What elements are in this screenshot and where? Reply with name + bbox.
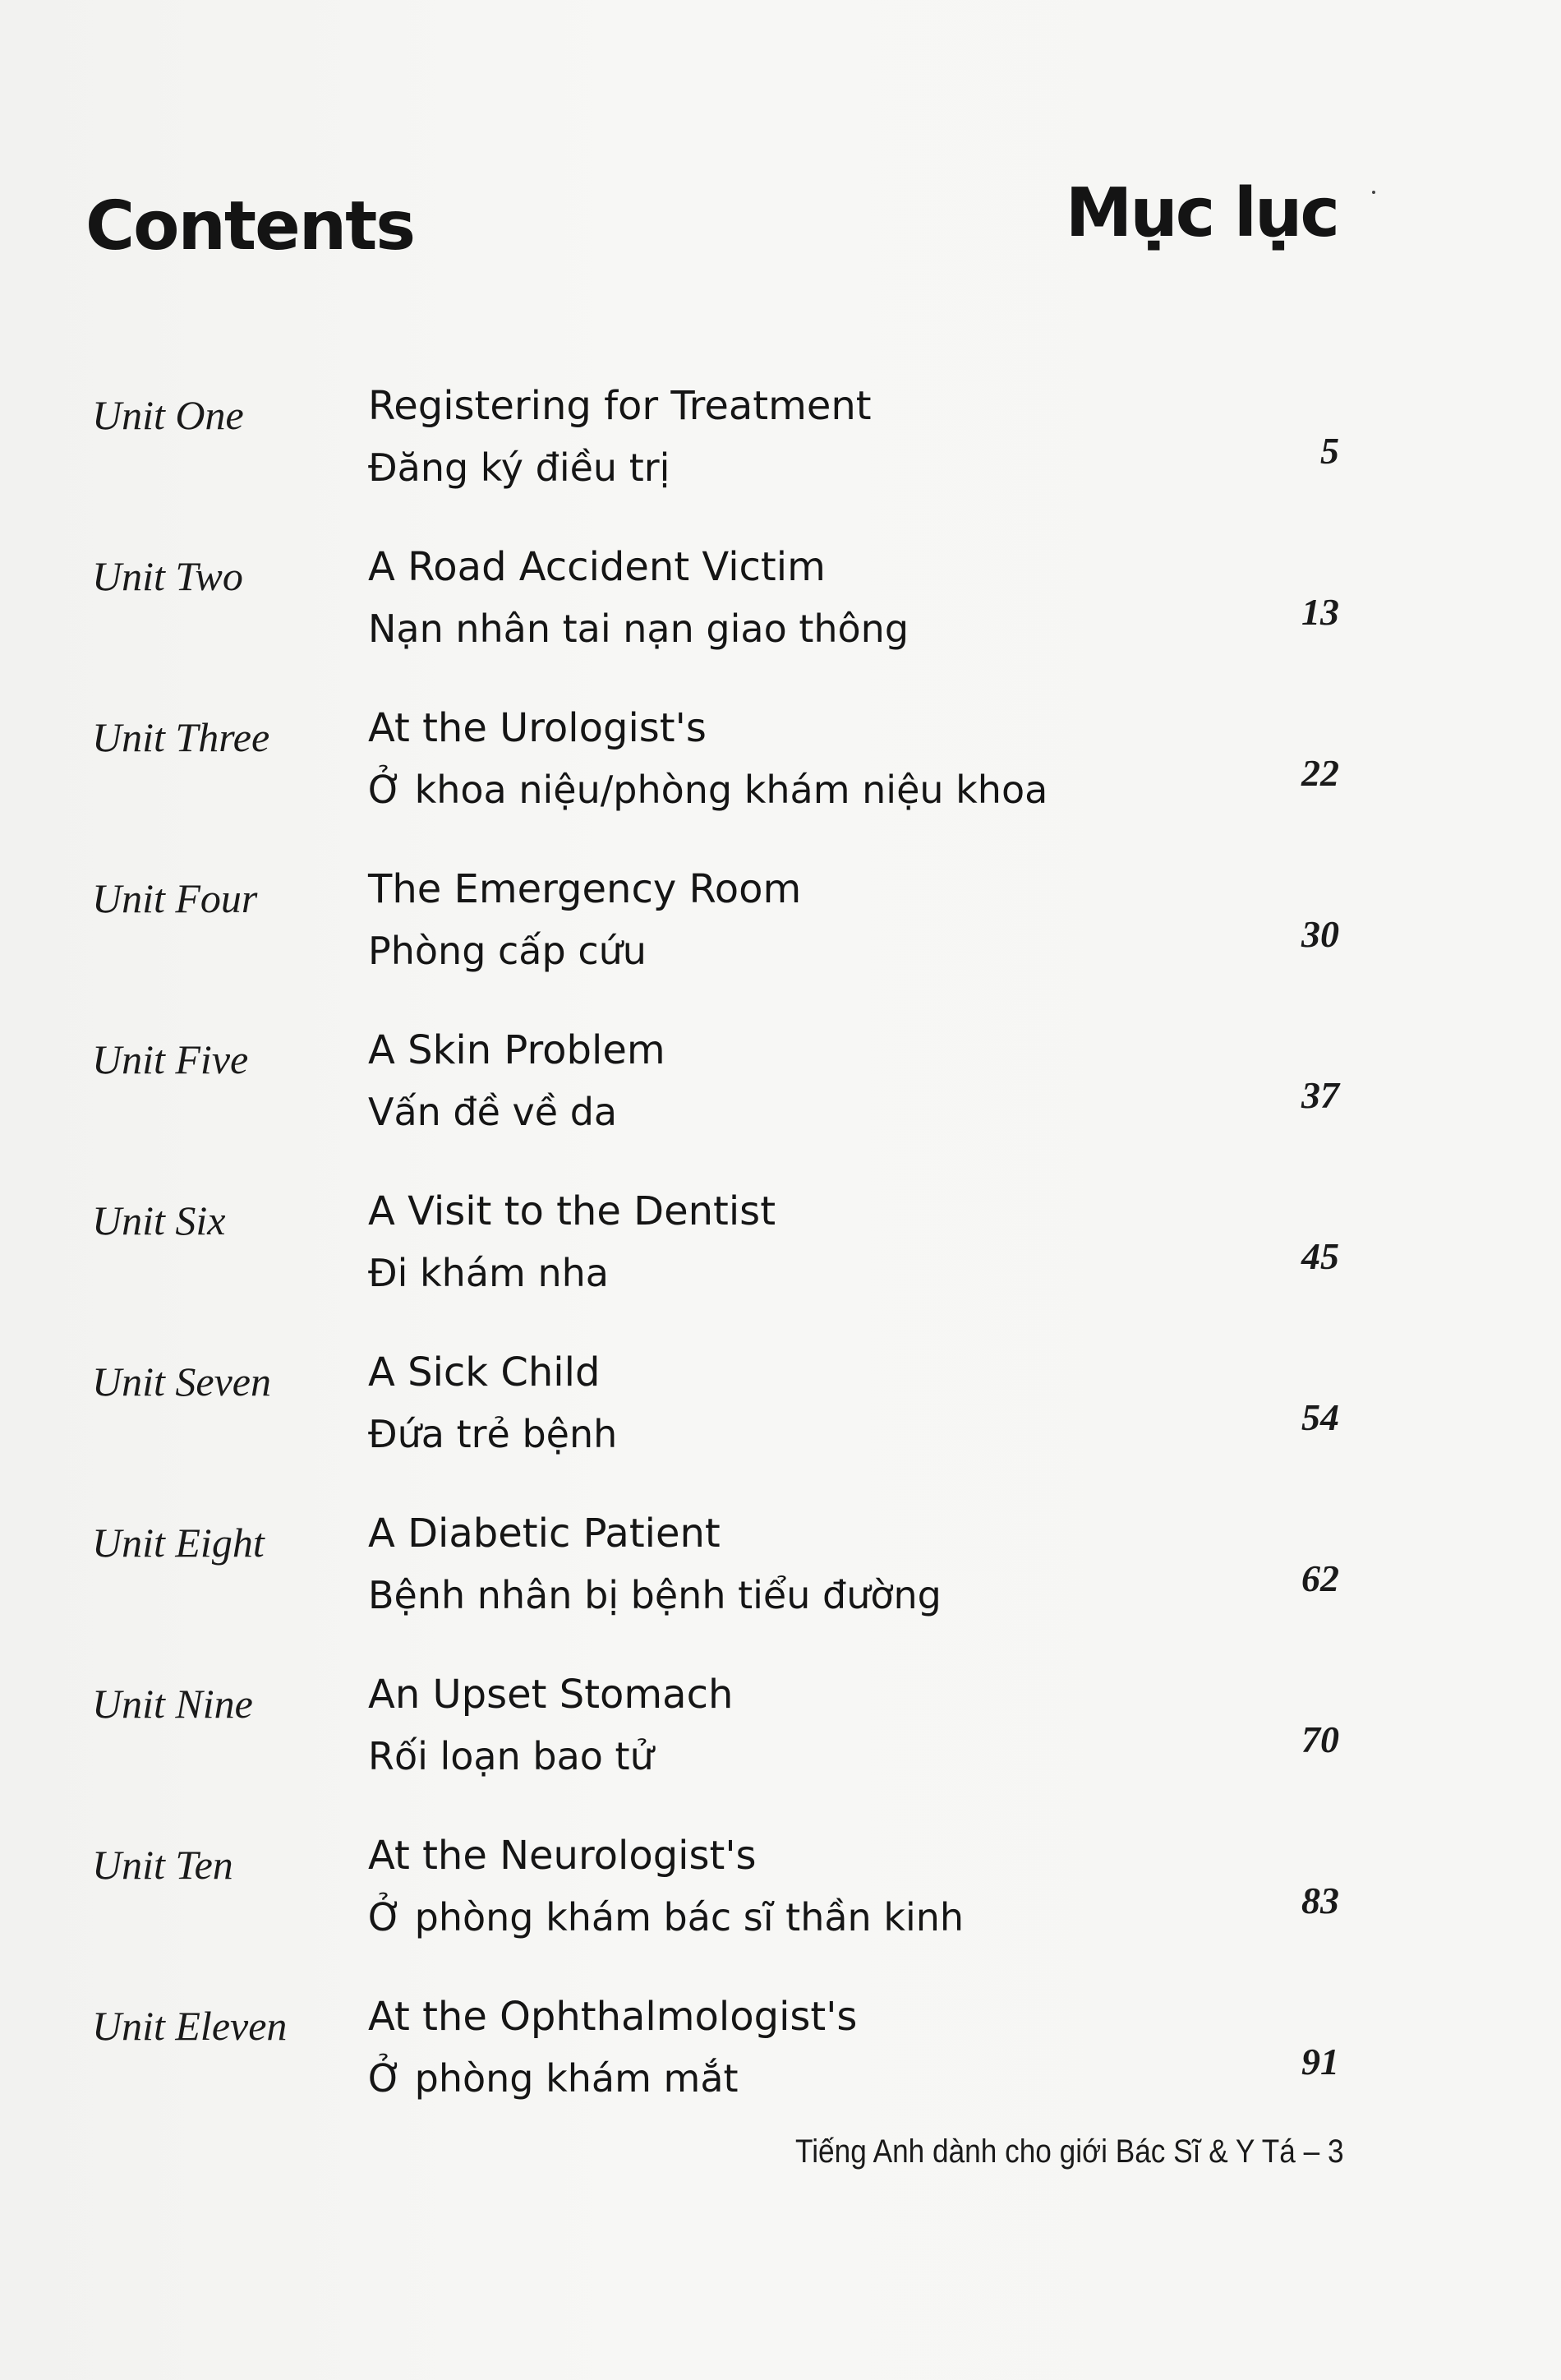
- unit-title-en: The Emergency Room: [368, 866, 802, 912]
- unit-title-en: Registering for Treatment: [368, 383, 872, 429]
- unit-title-en: A Sick Child: [368, 1349, 601, 1395]
- unit-label: Unit Two: [92, 553, 243, 599]
- toc-entry-3[interactable]: [0, 700, 1561, 861]
- toc-entry-11[interactable]: [0, 1989, 1561, 2150]
- unit-title-vi: Bệnh nhân bị bệnh tiểu đường: [368, 1573, 942, 1617]
- unit-title-en: At the Neurologist's: [368, 1833, 757, 1879]
- unit-label: Unit Six: [92, 1197, 226, 1243]
- page-number: 83: [1301, 1880, 1339, 1921]
- toc-entry-4[interactable]: [0, 861, 1561, 1022]
- page-number: 45: [1301, 1235, 1339, 1277]
- unit-title-vi: Ở phòng khám bác sĩ thần kinh: [368, 1895, 965, 1940]
- unit-label: Unit Three: [92, 714, 270, 760]
- unit-title-en: An Upset Stomach: [368, 1672, 734, 1718]
- unit-title-en: A Road Accident Victim: [368, 544, 826, 590]
- unit-label: Unit Seven: [92, 1358, 271, 1404]
- unit-label: Unit Eight: [92, 1520, 265, 1566]
- unit-title-en: At the Urologist's: [368, 705, 707, 751]
- unit-title-vi: Ở khoa niệu/phòng khám niệu khoa: [368, 768, 1048, 812]
- page-number: 91: [1301, 2041, 1339, 2082]
- muc-luc-heading: Mục lục: [1065, 174, 1338, 252]
- unit-title-vi: Ở phòng khám mắt: [368, 2056, 739, 2101]
- toc-entry-6[interactable]: [0, 1183, 1561, 1345]
- unit-label: Unit Nine: [92, 1681, 253, 1727]
- toc-entry-9[interactable]: [0, 1667, 1561, 1828]
- toc-entry-7[interactable]: [0, 1345, 1561, 1506]
- unit-title-vi: Đi khám nha: [368, 1251, 609, 1295]
- unit-label: Unit Four: [92, 875, 258, 921]
- page-number: 62: [1301, 1557, 1339, 1599]
- unit-title-en: A Skin Problem: [368, 1027, 665, 1073]
- toc-entry-10[interactable]: [0, 1828, 1561, 1989]
- speck-mark: [1372, 191, 1375, 194]
- unit-title-vi: Đứa trẻ bệnh: [368, 1412, 618, 1456]
- unit-label: Unit Five: [92, 1036, 249, 1082]
- toc-entry-8[interactable]: [0, 1506, 1561, 1667]
- unit-title-vi: Đăng ký điều trị: [368, 445, 670, 490]
- page-number: 37: [1301, 1074, 1339, 1116]
- unit-label: Unit Eleven: [92, 2003, 288, 2049]
- toc-entry-1[interactable]: [0, 378, 1561, 539]
- page-number: 70: [1301, 1718, 1339, 1760]
- unit-title-vi: Vấn đề về da: [368, 1090, 618, 1134]
- toc-entry-2[interactable]: [0, 539, 1561, 700]
- unit-title-en: At the Ophthalmologist's: [368, 1994, 858, 2040]
- unit-label: Unit One: [92, 392, 244, 438]
- page-number: 30: [1301, 913, 1339, 955]
- page-number: 13: [1301, 591, 1339, 633]
- unit-label: Unit Ten: [92, 1842, 233, 1888]
- page-number: 54: [1301, 1396, 1339, 1438]
- page-number: 5: [1320, 430, 1339, 472]
- page-footer: Tiếng Anh dành cho giới Bác Sĩ & Y Tá – 3: [795, 2133, 1344, 2170]
- toc-entry-5[interactable]: [0, 1022, 1561, 1183]
- unit-title-vi: Rối loạn bao tử: [368, 1734, 654, 1778]
- unit-title-en: A Diabetic Patient: [368, 1511, 721, 1557]
- contents-heading: Contents: [85, 187, 415, 265]
- unit-title-vi: Phòng cấp cứu: [368, 929, 647, 973]
- unit-title-en: A Visit to the Dentist: [368, 1188, 776, 1234]
- unit-title-vi: Nạn nhân tai nạn giao thông: [368, 607, 909, 651]
- page-number: 22: [1301, 752, 1339, 794]
